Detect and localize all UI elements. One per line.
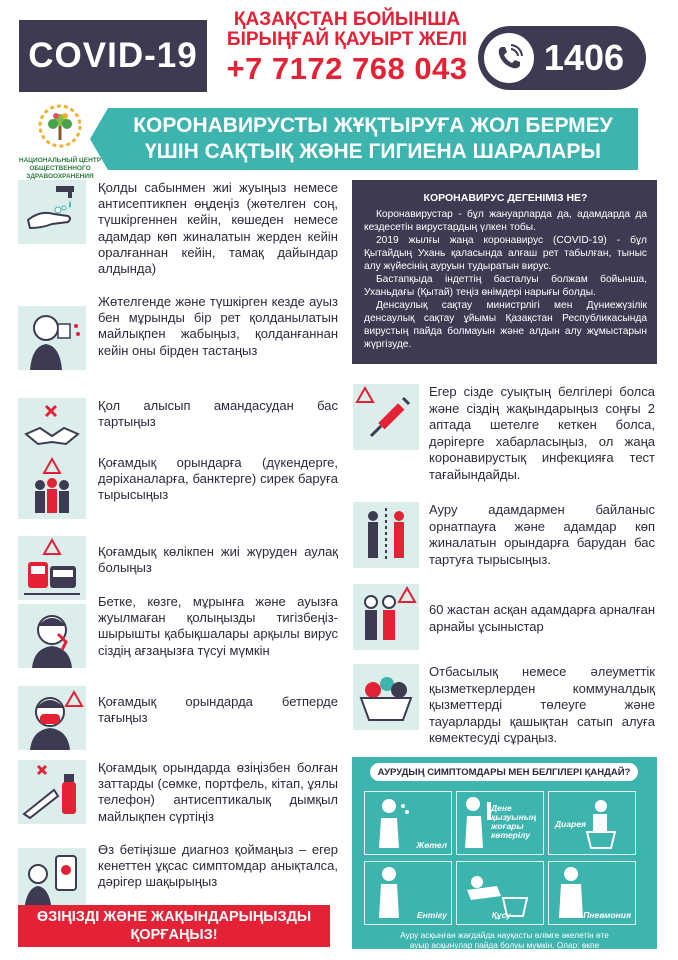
protect-banner — [18, 905, 330, 947]
banner-line1: ӨЗІҢІЗДІ ЖӘНЕ ЖАҚЫНДАРЫҢЫЗДЫ — [36, 909, 312, 925]
handwash-icon — [18, 180, 86, 244]
item-text: Қол алысып амандасудан бас тартыңыз — [98, 398, 338, 430]
item-text: Қоғамдық орындарда бетперде тағыңыз — [98, 694, 338, 726]
main-title-line1: КОРОНАВИРУСТЫ ЖҰҚТЫРУҒА ЖОЛ БЕРМЕУ — [133, 114, 613, 137]
info-paragraph: Бастапқыда індеттің басталуы болжам бойынша, Уханьдағы (Қытай) теңіз өнімдері нарығы болды. — [364, 274, 647, 298]
symptom-label: Жөтел — [416, 840, 447, 850]
food-basket-icon — [353, 664, 419, 730]
symptom-label: Ентігу — [417, 910, 447, 920]
phone-icon — [484, 33, 534, 83]
info-paragraph: 2019 жылғы жаңа коронавирус (COVID-19) - бұл Қытайдың Ухань қаласында алғаш рет табылған, тыныс алу жүйесінің ауруын тудыратын вирус. — [364, 235, 647, 272]
item-text: Қолды сабынмен жиі жуыңыз немесе антисептикпен өңдеңіз (жөтелген соң, түшкіргеннен кейін, көшеден немесе адамдар көп жиналатын жерден кейін оралғаннан кейін, тамақ дайындар алдында) — [98, 180, 338, 277]
elderly-warning-icon — [353, 584, 419, 650]
brand-title: COVID-19 — [28, 36, 198, 75]
info-box — [352, 180, 657, 364]
main-title-line2: ҮШІН САҚТЫҚ ЖӘНЕ ГИГИЕНА ШАРАЛАРЫ — [144, 140, 601, 163]
list-item — [18, 455, 338, 519]
list-item — [353, 584, 663, 650]
covid-title-box — [19, 20, 207, 92]
symptoms-footer-line: жеткіліксіздігі және бүйрек жеткіліксіздігі. — [418, 949, 591, 959]
list-item — [353, 502, 663, 572]
info-heading: КОРОНАВИРУС ДЕГЕНІМІЗ НЕ? — [423, 192, 588, 204]
info-paragraph: Денсаулық сақтау министрлігі мен Дүниежүзілік денсаулық сақтау ұйымы Қазақстан Республикасында вирустың пайда болмауын және алдын алу жұмыстарын жүргізуде. — [364, 300, 647, 350]
short-number-pill[interactable] — [478, 26, 646, 90]
mask-icon — [18, 686, 86, 750]
short-number: 1406 — [543, 37, 624, 78]
item-text: Қоғамдық көлікпен жиі жүруден аулақ болыңыз — [98, 544, 338, 576]
main-title — [108, 108, 638, 170]
symptoms-heading: АУРУДЫҢ СИМПТОМДАРЫ МЕН БЕЛГІЛЕРІ ҚАНДАЙ? — [370, 763, 638, 781]
hotline-line1: ҚАЗАҚСТАН БОЙЫНША — [233, 9, 461, 30]
symptom-label: Құсу — [491, 910, 511, 920]
list-item — [18, 760, 338, 830]
disinfect-spray-icon — [18, 760, 86, 824]
item-text: Қоғамдық орындарда өзіңізбен болған заттарды (сөмке, портфель, кітап, ұялы телефон) антисептикалық дымқыл майлықпен сүртіңіз — [98, 760, 338, 824]
cough-tissue-icon — [18, 306, 86, 370]
symptoms-panel — [352, 757, 657, 959]
hotline-phone[interactable]: +7 7172 768 043 — [226, 51, 468, 86]
banner-line2: ҚОРҒАҢЫЗ! — [130, 927, 218, 943]
breath-icon — [365, 862, 425, 922]
info-paragraph: Коронавирустар - бұл жануарларда да, адамдарда да кездесетін вирустардың үлкен тобы. — [364, 209, 647, 233]
item-text: 60 жастан асқан адамдарға арналған арнайы ұсыныстар — [429, 602, 655, 634]
item-text: Егер сізде суықтың белгілері болса және сіздің жақындарыңыз соңғы 2 аптада шетелге кеткен болса, дәрігерге хабарласыңыз, ол жаңа коронавирустық инфекцияға тест тағайындайды. — [429, 384, 655, 482]
distance-icon — [353, 502, 419, 568]
list-item — [18, 536, 338, 600]
item-text: Бетке, көзге, мұрынға және ауызға жуылмаған қолыңызды тигізбеңіз-шырышты қабықшалары арқылы вирус сіздің ағзаңызға түсуі мүмкін — [98, 594, 338, 658]
item-text: Ауру адамдармен байланыс орнатпауға және адамдар көп жиналатын орындарға барудан бас тартуға тырысыңыз. — [429, 502, 655, 567]
face-touch-icon — [18, 604, 86, 668]
symptoms-footer-line: Ауру асқынған жағдайда науқасты өлімге әкелетін өте — [400, 930, 609, 940]
list-item — [18, 180, 338, 280]
tree-logo-icon — [34, 104, 86, 148]
list-item — [18, 686, 338, 750]
list-item — [18, 842, 338, 906]
phone-doctor-icon — [18, 848, 86, 912]
no-handshake-icon — [18, 398, 86, 462]
list-item — [18, 294, 338, 384]
logo-caption-3: ЗДРАВООХРАНЕНИЯ — [26, 173, 94, 180]
symptom-cough — [364, 791, 452, 855]
symptom-label: Пневмония — [583, 910, 631, 920]
symptom-label: Дене қызуының жоғары көтерілу — [491, 803, 537, 840]
symptom-vomiting — [456, 861, 544, 925]
list-item — [353, 664, 663, 744]
list-item — [18, 594, 338, 674]
logo-caption-1: НАЦИОНАЛЬНЫЙ ЦЕНТР — [18, 157, 102, 164]
logo-caption-2: ОБЩЕСТВЕННОГО — [29, 165, 91, 172]
transport-icon — [18, 536, 86, 600]
symptoms-footer-line: ауыр асқынулар пайда болуы мүмкін. Олар: өкпе — [409, 939, 600, 950]
hotline-block — [216, 10, 478, 88]
list-item — [353, 384, 663, 484]
symptom-label: Диарея — [555, 819, 586, 829]
symptom-pneumonia — [548, 861, 636, 925]
item-text: Жөтелгенде және түшкірген кезде ауыз бен мұрынды бір рет қолданылатын майлықпен жабыңыз, қолданғаннан кейін оны бірден тастаңыз — [98, 294, 338, 358]
symptom-fever — [456, 791, 544, 855]
symptoms-footer — [364, 931, 645, 960]
item-text: Өз бетіңізше диагноз қоймаңыз – егер кенеттен ұқсас симптомдар анықталса, дәрігер шақырыңыз — [98, 842, 338, 890]
symptom-diarrhea — [548, 791, 636, 855]
item-text: Қоғамдық орындарға (дүкендерге, дәріханаларға, банктерге) сирек баруға тырысыңыз — [98, 455, 338, 503]
crowd-warning-icon — [18, 455, 86, 519]
symptom-shortness-of-breath — [364, 861, 452, 925]
hotline-line2: БІРЫҢҒАЙ ҚАУЫРТ ЖЕЛІ — [226, 29, 468, 50]
list-item — [18, 398, 338, 462]
vaccine-warning-icon — [353, 384, 419, 450]
item-text: Отбасылық немесе әлеуметтік қызметкерлерден коммуналдық қызметтерді төлеуге және тауарларды қашықтан сатып алуға көмектесуді сұраңыз. — [429, 664, 655, 746]
